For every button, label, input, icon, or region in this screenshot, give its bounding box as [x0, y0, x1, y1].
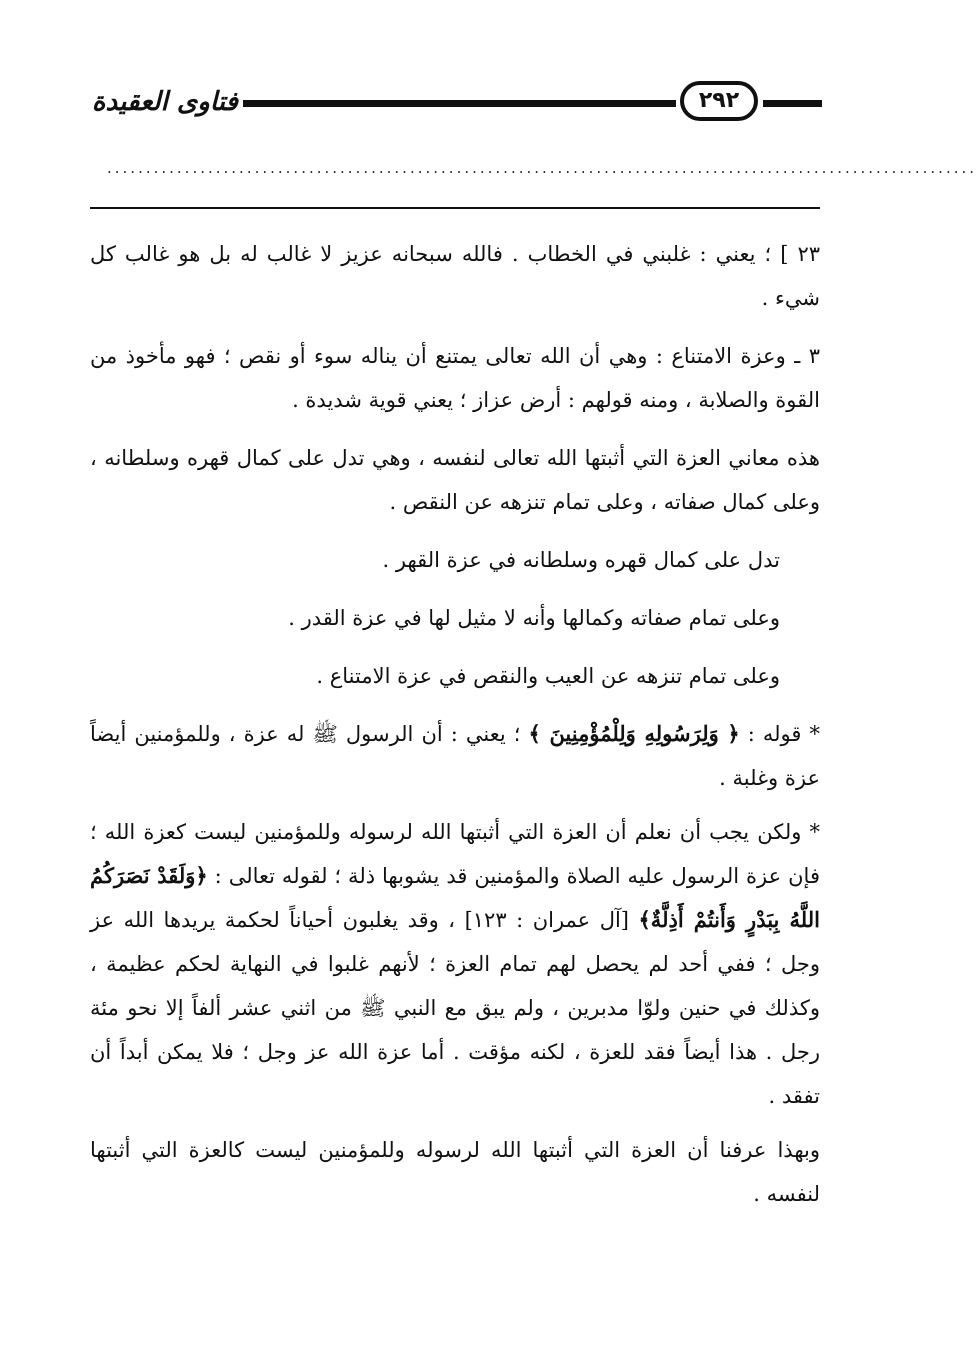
book-title: فتاوى العقيدة [91, 87, 238, 117]
dotted-separator: ................................................................................................................ [107, 159, 977, 177]
header-rule-right [763, 100, 822, 107]
paragraph-1: ٢٣ ] ؛ يعني : غلبني في الخطاب . فالله سبحانه عزيز لا غالب له بل هو غالب كل شيء . [90, 242, 820, 310]
page-header [88, 78, 822, 130]
page-body [90, 232, 820, 1230]
paragraph-9: وبهذا عرفنا أن العزة التي أثبتها الله لرسوله وللمؤمنين ليست كالعزة التي أثبتها لنفسه . [90, 1138, 820, 1206]
quran-verse-1: ﴿ وَلِرَسُولِهِ وَلِلْمُؤْمِنِينَ ﴾ [528, 721, 740, 746]
header-rule-left [243, 100, 676, 107]
paragraph-5: وعلى تمام صفاته وكمالها وأنه لا مثيل لها في عزة القدر . [288, 606, 780, 630]
paragraph-6: وعلى تمام تنزهه عن العيب والنقص في عزة الامتناع . [316, 664, 780, 688]
paragraph-8-lead: * ولكن يجب أن نعلم أن العزة التي أثبتها الله لرسوله وللمؤمنين ليست كعزة الله ؛ فإن عزة الرسول عليه الصلاة والمؤمنين قد يشوبها ذلة ؛ لقوله تعالى : [90, 820, 820, 888]
paragraph-8 [90, 810, 820, 1118]
paragraph-3: هذه معاني العزة التي أثبتها الله تعالى لنفسه ، وهي تدل على كمال قهره وسلطانه ، وعلى كمال صفاته ، وعلى تمام تنزهه عن النقص . [90, 446, 820, 514]
page-number: ٢٩٢ [680, 81, 758, 121]
horizontal-rule [90, 207, 820, 209]
quran-verse-2: ﴿وَلَقَدْ نَصَرَكُمُ اللَّهُ بِبَدْرٍ وَأَنتُمْ أَذِلَّةٌ﴾ [90, 863, 820, 932]
paragraph-2: ٣ ـ وعزة الامتناع : وهي أن الله تعالى يمتنع أن يناله سوء أو نقص ؛ فهو مأخوذ من القوة والصلابة ، ومنه قولهم : أرض عزاز ؛ يعني قوية شديدة . [90, 344, 820, 412]
paragraph-4: تدل على كمال قهره وسلطانه في عزة القهر . [382, 548, 780, 572]
paragraph-7 [90, 712, 820, 800]
paragraph-7-lead: * قوله : [739, 722, 820, 746]
paragraph-8-rest: [آل عمران : ١٢٣] ، وقد يغلبون أحياناً لحكمة يريدها الله عز وجل ؛ ففي أحد لم يحصل لهم تمام العزة ؛ لأنهم غلبوا في النهاية لحكم عظيمة ، وكذلك في حنين ولوّا مدبرين ، ولم يبق مع النبي ﷺ من اثني عشر ألفاً إلا نحو مئة رجل . هذا أيضاً فقد للعزة ، لكنه مؤقت . أما عزة الله عز وجل ؛ فلا يمكن أبداً أن تفقد . [90, 908, 820, 1108]
paragraph-7-rest: ؛ يعني : أن الرسول ﷺ له عزة ، وللمؤمنين أيضاً عزة وغلبة . [90, 722, 820, 790]
